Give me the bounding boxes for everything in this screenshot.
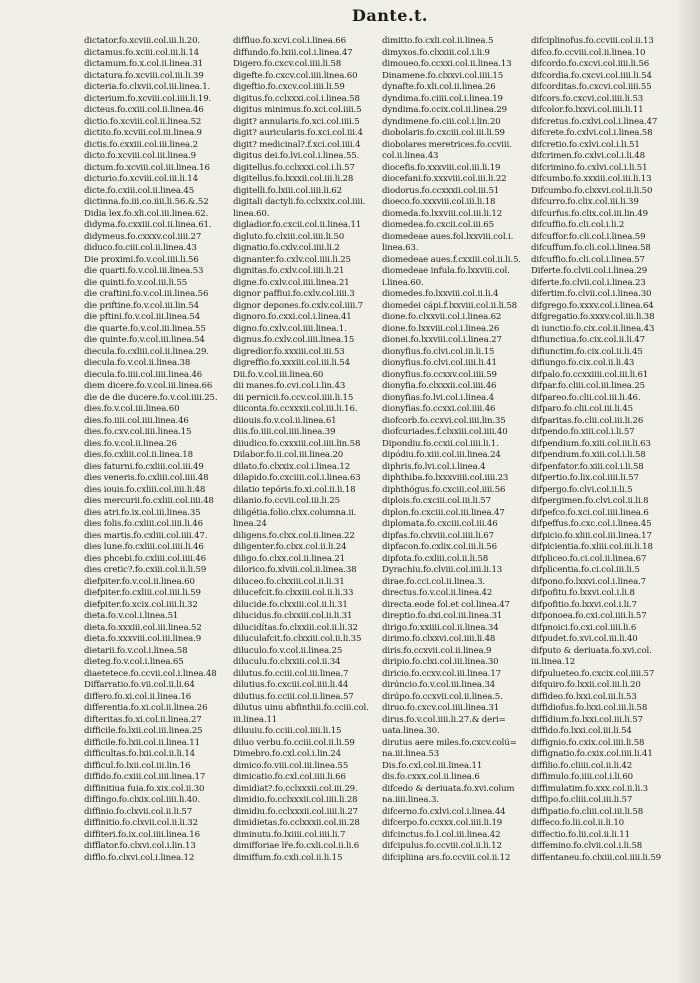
index-entry: didyma.fo.cxxiii.col.ii.linea.61. (84, 220, 212, 230)
index-entry: dies folis.fo.cxliii.col.iiii.li.46 (84, 519, 203, 529)
index-entry: difpertio.fo.lix.col.iiii.li.57 (531, 473, 639, 483)
index-entry: difcors.fo.cxcvi.col.iiii.li.53 (531, 93, 644, 104)
index-entry: dirus.fo.v.col.iiii.li.27.& deri= (382, 714, 506, 725)
index-entry: diobolaris.fo.cxciii.col.iii.li.59 (382, 128, 505, 138)
index-entry: diduco.fo.ciii.col.ii.linea.43 (84, 243, 197, 253)
index-entry: digitus dei.fo.lvi.col.i.linea.55. (233, 151, 360, 161)
index-entry: difpofitu.fo.lxxvi.col.i.li.8 (531, 588, 635, 598)
index-entry: iii.linea.11 (233, 714, 278, 725)
index-entry: dilato.fo.clxxix.col.i.linea.12 (233, 461, 351, 472)
index-entry: diffideo.fo.lxxi.col.iii.li.53 (531, 691, 637, 702)
index-entry: difputo & deriuata.fo.xvi.col. (531, 645, 652, 656)
index-entry: dimico.fo.viii.col.iii.linea.55 (233, 760, 349, 771)
index-entry: diecula.fo.v.col.ii.linea.38 (84, 358, 191, 368)
index-entry: difertim.fo.clvii.col.i.linea.30 (531, 289, 652, 299)
index-entry: dimyxos.fo.clxxiii.col.i.li.9 (382, 47, 490, 58)
index-entry: dirae.fo.cci.col.ii.linea.3. (382, 576, 486, 587)
index-entry: dicterium.fo.xcviii.col.iiii.li.19. (84, 93, 212, 104)
index-entry: difcuffio.fo.cli.col.i.li.2 (531, 220, 625, 230)
index-entry: difflator.fo.clxvi.col.i.lin.13 (84, 841, 196, 851)
index-entry: difteritas.fo.xi.col.ii.linea.27 (84, 714, 202, 725)
index-entry: dilanio.fo.ccvii.col.iii.li.25 (233, 496, 340, 506)
index-entry: diffipatio.fo.cliii.col.iii.li.58 (531, 806, 644, 817)
index-entry: difcinctus.fo.l.col.iii.linea.42 (382, 829, 501, 840)
index-entry: diomedes.fo.lxxviii.col.ii.li.4 (382, 289, 499, 299)
index-entry: dictis.fo.cxxiii.col.iii.linea.2 (84, 139, 198, 150)
index-entry: diplomata.fo.cxciii.col.iii.46 (382, 519, 498, 529)
index-columns (84, 36, 680, 976)
index-entry: dilorico.fo.xlviii.col.ii.linea.38 (233, 565, 357, 575)
index-entry: difiungo.fo.cix.col.ii.li.43 (531, 358, 635, 368)
index-entry: dionyfius.fo.clvi.col.iiii.li.41 (382, 358, 497, 368)
index-entry: dignitas.fo.cxlv.col.iiii.li.21 (233, 266, 345, 276)
index-entry: diodorus.fo.ccxxxii.col.iii.51 (382, 185, 500, 196)
index-entry: die quarti.fo.v.col.iii.linea.53 (84, 266, 204, 276)
index-entry: diiudico.fo.cxxxiii.col.iiii.lin.58 (233, 438, 361, 449)
index-entry: diomedeae aues.f.cxxiii.col.ii.li.5. (382, 254, 521, 265)
index-entry: dies veneris.fo.cxliii.col.iiii.48 (84, 473, 209, 483)
index-entry: dimiffum.fo.cxli.col.ii.li.15 (233, 852, 343, 863)
index-entry: Die proximi.fo.v.col.iiii.li.56 (84, 254, 199, 265)
index-entry: difcumbo.fo.xxxiii.col.iii.li.13 (531, 174, 652, 184)
index-entry: dieta.fo.xxxiii.col.iii.linea.52 (84, 622, 202, 633)
index-entry: Dilabor.fo.ii.col.iii.linea.20 (233, 450, 344, 460)
index-column-3 (382, 36, 531, 976)
index-entry: dii pernicii.fo.ccv.col.iiii.li.15 (233, 392, 354, 403)
index-entry: diofcorb.fo.ccxvi.col.iiii.lin.35 (382, 415, 506, 426)
index-entry: difiunctim.fo.cix.col.ii.li.45 (531, 346, 643, 357)
index-entry: die quinte.fo.v.col.iii.linea.54 (84, 335, 205, 345)
index-entry: dignor paffiui.fo.cxlv.col.iiii.3 (233, 289, 355, 299)
index-entry: dies.fo.cxliii.col.ii.linea.18 (84, 450, 193, 460)
index-entry: dimoueo.fo.ccxxi.col.ii.linea.13 (382, 59, 512, 69)
index-entry: direptio.fo.dxi.col.iii.linea.31 (382, 611, 503, 621)
index-entry: dietarii.fo.v.col.i.linea.58 (84, 645, 188, 656)
index-entry: na.iiii.linea.3. (382, 795, 439, 805)
index-entry: Dipondiu.fo.ccxii.col.iiii.li.1. (382, 438, 499, 449)
index-entry: Digero.fo.cxcv.col.iiii.li.58 (233, 59, 342, 69)
index-entry: difficultas.fo.lxii.col.ii.li.14 (84, 749, 195, 759)
index-entry: dionyfia.fo.clxxxii.col.iiii.46 (382, 381, 497, 391)
index-entry: diomeda.fo.lxxviii.col.iii.li.12 (382, 208, 503, 219)
index-entry: na.iii.linea.53 (382, 749, 440, 759)
index-entry: diffiteri.fo.ix.col.iiii.linea.16 (84, 829, 200, 840)
index-entry: difcuffor.fo.cli.col.i.linea.59 (531, 231, 646, 242)
index-entry: dicteus.fo.cxiii.col.ii.linea.46 (84, 105, 204, 115)
index-entry: diffilio.fo.cliiii.col.ii.li.42 (531, 760, 633, 771)
index-entry: iii.linea.12 (531, 657, 576, 667)
index-entry: dipfacon.fo.cxlix.col.iii.li.56 (382, 542, 497, 552)
index-entry: diphris.fo.lvi.col.i.linea.4 (382, 461, 486, 472)
index-entry: didymeus.fo.cxxxv.col.iiii.27 (84, 231, 202, 242)
index-entry: dilapido.fo.cxciiii.col.i.linea.63 (233, 473, 361, 483)
index-entry: dignus.fo.cxlv.col.iiii.linea.15 (233, 335, 355, 345)
index-entry: difcolor.fo.lxxvi.col.iiii.li.11 (531, 105, 644, 115)
index-entry: Dii.fo.v.col.iii.linea.60 (233, 369, 324, 380)
index-entry: dictito.fo.xcviii.col.iii.linea.9 (84, 128, 202, 138)
index-entry: dirutus aere miles.fo.cxcv.colú= (382, 737, 517, 748)
page-header (0, 6, 700, 28)
index-entry: diffingo.fo.clxix.col.iiii.li.40. (84, 795, 200, 805)
index-entry: dilucidítas.fo.clxxiii.col.ii.li.32 (233, 622, 358, 633)
index-entry: diffimulatim.fo.xxx.col.ii.li.3 (531, 783, 648, 794)
index-entry: dione.fo.clxxvii.col.i.linea.62 (382, 312, 502, 322)
index-entry: diffluo.fo.xcvi.col.i.linea.66 (233, 36, 346, 46)
index-entry: diffinitio.fo.clxvii.col.ii.li.32 (84, 818, 198, 828)
index-entry: dicto.fo.xcviii.col.iii.linea.9 (84, 151, 196, 161)
index-entry: difpergimen.fo.clvi.col.ii.li.8 (531, 496, 649, 506)
index-entry: diligenter.fo.clxx.col.ii.li.24 (233, 542, 347, 552)
index-entry: dionyfius.fo.ccxxv.col.iiii.59 (382, 369, 497, 380)
index-entry: difcretus.fo.cxlvi.col.i.linea.47 (531, 116, 658, 127)
index-entry: dionyfias.fo.lvi.col.i.linea.4 (382, 392, 494, 403)
index-entry: dyndimene.fo.ciii.col.i.lin.20 (382, 116, 501, 127)
index-entry: Dyrachiu.fo.clviii.col.iiii.li.13 (382, 565, 503, 575)
index-entry: difcrete.fo.cxlvi.col.i.linea.58 (531, 128, 653, 138)
index-entry: diefpiter.fo.xcix.col.iiii.li.32 (84, 599, 198, 610)
index-entry: diphthiba.fo.lxxxviiii.col.iiii.23 (382, 473, 509, 483)
index-entry: dimidio.fo.cclxxxii.col.iiii.li.28 (233, 795, 358, 805)
index-entry: diluculafcit.fo.clxxiii.col.ii.li.35 (233, 634, 362, 644)
index-entry: diem dicere.fo.v.col.iii.linea.66 (84, 381, 213, 391)
index-entry: dyndima.fo.ccix.col.ii.linea.29 (382, 105, 507, 115)
index-entry: difficile.fo.lxii.col.ii.linea.11 (84, 737, 200, 748)
index-entry: Diferte.fo.clvii.col.i.linea.29 (531, 266, 648, 276)
index-entry: difcorditas.fo.cxcvi.col.iiii.55 (531, 82, 652, 92)
index-entry: dictio.fo.xcviii.col.ii.linea.52 (84, 116, 202, 127)
index-entry: difcretio.fo.cxlvi.col.i.li.51 (531, 139, 640, 150)
index-entry: difpicio.fo.xliii.col.iii.linea.17 (531, 530, 652, 541)
index-entry: difcedo & deriuata.fo.xvi.colum (382, 783, 515, 794)
index-entry: difplicentia.fo.ci.col.iii.li.5 (531, 565, 640, 575)
index-entry: dynafte.fo.xli.col.ii.linea.26 (382, 82, 496, 92)
index-entry: dies.fo.iiii.col.iiii.linea.46 (84, 415, 189, 426)
index-entry: diffido.fo.cxiii.col.iiii.linea.17 (84, 772, 206, 782)
index-entry: difparo.fo.clii.col.iii.li.45 (531, 404, 633, 414)
index-entry: diris.fo.ccxvii.col.ii.linea.9 (382, 645, 492, 656)
index-entry: dimidiat?.fo.cclxxxii.col.iii.29. (233, 783, 358, 794)
index-entry: diminutu.fo.lxiiii.col.iiii.li.7 (233, 829, 346, 840)
index-entry: digitellus.fo.cclxxxi.col.i.li.57 (233, 162, 355, 173)
index-entry: diocefis.fo.xxxviii.col.iii.li.19 (382, 162, 501, 173)
index-entry: col.ii.linea.43 (382, 151, 439, 161)
index-entry: dilutius.fo.cxciii.col.iiii.li.44 (233, 680, 349, 690)
index-entry: diomedei cápi.f.lxxviii.col.ii.li.58 (382, 300, 517, 311)
index-entry: diiouis.fo.v.col.ii.linea.61 (233, 415, 337, 426)
index-entry: dimidietas.fo.cclxxxii.col.iii.28 (233, 818, 360, 828)
index-entry: difpicientia.fo.xliii.col.iii.li.18 (531, 542, 653, 552)
index-entry: diefpiter.fo.v.col.ii.linea.60 (84, 576, 195, 587)
index-entry: dies lune.fo.cxliii.col.iiii.li.46 (84, 542, 204, 552)
index-entry: diricio.fo.ccxv.col.iii.linea.17 (382, 668, 501, 679)
index-entry: dictamus.fo.xciii.col.iii.li.14 (84, 47, 199, 58)
index-entry: dyndima.fo.ciiii.col.i.linea.19 (382, 93, 503, 104)
index-entry: digit? annularis.fo.xci.col.iiii.5 (233, 116, 360, 127)
index-entry: dignatio.fo.cxlv.col.iiii.li.2 (233, 243, 340, 253)
index-entry: dignoro.fo.cxxi.col.i.linea.41 (233, 312, 352, 322)
index-entry: linea.63. (382, 243, 419, 253)
index-entry: difpalo.fo.ccxxiiii.col.iii.li.61 (531, 369, 649, 380)
index-entry: dimicatio.fo.cxl.col.iiii.li.66 (233, 772, 346, 782)
index-entry: diffidium.fo.lxxi.col.iii.li.57 (531, 714, 643, 725)
index-entry: diluculo.fo.v.col.ii.linea.25 (233, 645, 343, 656)
index-entry: digredior.fo.xxxiii.col.iii.53 (233, 346, 345, 357)
index-entry: dipódiu.fo.xiii.col.iii.linea.24 (382, 450, 501, 460)
index-entry: dies.fo.v.col.iii.linea.60 (84, 404, 180, 414)
index-entry: dignanter.fo.cxlv.col.iiii.li.25 (233, 254, 351, 265)
index-entry: diffinio.fo.clxvii.col.ii.li.57 (84, 806, 193, 817)
index-entry: difcrimen.fo.cxlvi.col.i.li.48 (531, 151, 645, 161)
index-entry: differo.fo.xi.col.ii.linea.16 (84, 691, 192, 702)
index-entry: difpendium.fo.xiii.col.i.li.58 (531, 450, 646, 460)
index-entry: diluuiu.fo.cciii.col.iiii.li.15 (233, 726, 342, 736)
index-entry: difpenfator.fo.xiii.col.i.li.58 (531, 461, 644, 472)
index-entry: digne.fo.cxlv.col.iiii.linea.21 (233, 277, 350, 288)
index-entry: die de die ducere.fo.v.col.iiii.25. (84, 392, 218, 403)
index-entry: Diffarratio.fo.vii.col.ii.li.64 (84, 680, 195, 690)
index-entry: difpeffus.fo.cxc.col.i.linea.45 (531, 519, 652, 529)
index-entry: dilutus uinu abfinthii.fo.cciii.col. (233, 703, 369, 713)
index-entry: dionyfias.fo.ccxxi.col.iiii.46 (382, 404, 496, 414)
index-column-1 (84, 36, 233, 976)
index-entry: diffido.fo.lxxi.col.iii.li.54 (531, 726, 632, 736)
index-entry: dies cretic?.fo.cxiii.col.ii.li.59 (84, 565, 207, 575)
index-entry: i.linea.60. (382, 277, 424, 288)
index-entry: diefpiter.fo.cxliii.col.iiii.li.59 (84, 588, 201, 598)
index-column-2 (233, 36, 382, 976)
index-entry: diffignatio.fo.cxix.col.iiii.li.41 (531, 749, 653, 759)
index-entry: diferte.fo.clvii.col.i.linea.23 (531, 277, 646, 288)
index-entry: dieta.fo.v.col.i.linea.51 (84, 611, 179, 621)
index-entry: difpono.fo.lxxvi.col.i.linea.7 (531, 576, 646, 587)
index-entry: diligo.fo.clxx.col.ii.linea.21 (233, 553, 346, 564)
index-entry: dicturio.fo.xcviii.col.iii.li.14 (84, 174, 198, 184)
index-entry: diplois.fo.cxciii.col.iii.li.57 (382, 496, 491, 506)
index-entry: digitus minimus.fo.xci.col.iiii.5 (233, 105, 362, 115)
index-entry: diomedeae aues.fol.lxxviii.col.i. (382, 231, 514, 242)
index-entry: diluculu.fo.clxxiii.col.ii.34 (233, 657, 341, 667)
index-entry: digefte.fo.cxcv.col.iiii.linea.60 (233, 70, 358, 81)
index-entry: dirúpo.fo.ccxvii.col.ii.linea.5. (382, 691, 503, 702)
index-entry: dilucidus.fo.clxxiii.col.ii.li.31 (233, 611, 353, 621)
index-entry: dies iouis.fo.cxliii.col.iiii.li.48 (84, 484, 206, 495)
index-entry: dioeco.fo.xxxviii.col.iii.li.18 (382, 197, 496, 207)
index-entry: diluo verbu.fo.cciii.col.ii.li.59 (233, 737, 355, 748)
index-entry: difcuffum.fo.cli.col.i.linea.58 (531, 243, 651, 253)
index-entry: difgregatio.fo.xxxv.col.iii.li.38 (531, 312, 655, 322)
index-entry: diiconta.fo.ccxxxii.col.iii.li.16. (233, 404, 358, 414)
index-entry: dionei.fo.lxxviii.col.i.linea.27 (382, 335, 502, 345)
index-entry: dictum.fo.xcviii.col.iii.linea.16 (84, 162, 210, 173)
index-entry: digit? auricularis.fo.xci.col.iii.4 (233, 128, 363, 138)
index-entry: dieteg.fo.v.col.i.linea.65 (84, 657, 184, 667)
index-entry: difiunctiua.fo.cix.col.ii.li.47 (531, 335, 645, 345)
index-entry: difgrego.fo.xxxv.col.i.linea.64 (531, 300, 654, 311)
index-entry: difcurfus.fo.clix.col.iii.lin.49 (531, 208, 648, 219)
index-entry: diis.fo.iiii.col.iiii.linea.39 (233, 427, 336, 437)
index-entry: difcipliina ars.fo.ccviii.col.ii.12 (382, 852, 511, 863)
index-entry: diocefani.fo.xxxviii.col.iii.li.22 (382, 174, 507, 184)
index-entry: difpergo.fo.clvi.col.ii.li.5 (531, 484, 633, 495)
index-entry: dieta.fo.xxxviii.col.iii.linea.9 (84, 634, 202, 644)
index-entry: dilucide.fo.clxxiii.col.ii.li.31 (233, 599, 348, 610)
index-entry: diffundo.fo.lxiii.col.i.linea.47 (233, 47, 353, 58)
index-entry: diffentaneu.fo.clxiii.col.iiii.li.59 (531, 852, 661, 863)
index-entry: diecula.fo.cxliii.col.ii.linea.29. (84, 346, 209, 357)
index-entry: diplon.fo.cxciii.col.iii.linea.47 (382, 507, 505, 518)
index-entry: digitellus.fo.lxxxii.col.iii.li.28 (233, 174, 354, 184)
index-entry: difpnoici.fo.cxi.col.iiii.li.6 (531, 622, 637, 633)
index-entry: diofcuriades.f.clxxiii.col.iiii.40 (382, 427, 508, 437)
index-entry: diffectio.fo.lii.col.ii.li.11 (531, 829, 630, 840)
index-entry: digitali dactyli.fo.cclxxix.col.iiii. (233, 197, 366, 207)
index-entry: difpendium.fo.xiii.col.iii.li.63 (531, 438, 651, 449)
index-entry: Dis.fo.cxl.col.iii.linea.11 (382, 760, 483, 771)
index-entry: difcordia.fo.cxcvi.col.iiii.li.54 (531, 70, 652, 81)
index-entry: diecula.fo.iiii.col.iiii.linea.46 (84, 369, 203, 380)
index-entry: dionyfius.fo.clvi.col.iii.li.15 (382, 346, 495, 357)
index-entry: difcordo.fo.cxcvi.col.iiii.li.56 (531, 59, 650, 69)
index-entry: diphthógus.fo.cxciii.col.iiii.56 (382, 484, 506, 495)
index-entry: diomedea.fo.cxcii.col.iii.65 (382, 220, 494, 230)
index-entry: difco.fo.ccviii.col.ii.linea.10 (531, 47, 646, 58)
index-entry: diffignio.fo.cxix.col.iiii.li.58 (531, 737, 645, 748)
index-entry: difflo.fo.clxvi.col.i.linea.12 (84, 852, 195, 863)
index-entry: dione.fo.lxxviii.col.i.linea.26 (382, 323, 500, 334)
index-entry: difpudet.fo.xvi.col.iii.li.40 (531, 634, 638, 644)
index-entry: linea.24 (233, 519, 267, 529)
index-entry: dirigo.fo.xxiiii.col.ii.linea.34 (382, 622, 499, 633)
index-entry: diffidiofus.fo.lxxi.col.iii.li.58 (531, 703, 648, 713)
index-entry: directus.fo.v.col.ii.linea.42 (382, 588, 493, 598)
index-entry: difcerpo.fo.ccxxx.col.iiii.li.19 (382, 818, 503, 828)
index-entry: diffinitiua fuia.fo.xix.col.ii.30 (84, 783, 205, 794)
index-entry: dirúncio.fo.v.col.iii.linea.34 (382, 680, 496, 690)
index-entry: diffemino.fo.clvii.col.i.li.58 (531, 841, 643, 851)
index-entry: digladior.fo.cxcii.col.ii.linea.11 (233, 220, 362, 230)
index-entry: digit? medicinal?.f.xci.col.iiii.4 (233, 139, 361, 150)
index-entry: die craftini.fo.v.col.iii.linea.56 (84, 289, 209, 299)
index-entry: dimitto.fo.cxli.col.ii.linea.5 (382, 36, 494, 46)
index-entry: die quarte.fo.v.col.iii.linea.55 (84, 323, 206, 334)
index-entry: dilutius.fo.cciii.col.ii.linea.57 (233, 691, 354, 702)
index-entry: difficile.fo.lxii.col.iii.linea.25 (84, 726, 203, 736)
index-entry: dicte.fo.cxiii.col.ii.linea.45 (84, 185, 195, 196)
index-entry: dictamum.fo.x.col.ii.linea.31 (84, 59, 203, 69)
index-entry: dilatio tepóris.fo.xi.col.ii.li.18 (233, 484, 356, 495)
index-entry: dis.fo.cxxx.col.ii.linea.6 (382, 772, 480, 782)
index-entry: dies mercurii.fo.cxliii.col.iiii.48 (84, 496, 214, 506)
index-entry: diaetetece.fo.ccvii.col.i.linea.48 (84, 668, 217, 679)
index-entry: Difcumbo.fo.clxxvi.col.ii.li.50 (531, 185, 653, 196)
index-entry: difpendo.fo.xiii.col.i.li.57 (531, 427, 635, 437)
index-entry: dii manes.fo.cvi.col.i.lin.43 (233, 381, 346, 391)
index-entry: difpefco.fo.xci.col.iiii.linea.6 (531, 507, 649, 518)
index-entry: dictinna.fo.iii.co.iiii.li.56.&.52 (84, 197, 209, 207)
index-entry: difquiro.fo.lxxii.col.iii.li.20 (531, 680, 641, 690)
index-entry: dirimo.fo.clxxvi.col.iiii.li.48 (382, 634, 496, 644)
index-entry: Dimebro.fo.cxl.col.i.lin.24 (233, 749, 341, 759)
index-entry: dies faturni.fo.cxliii.col.iii.49 (84, 461, 204, 472)
index-entry: dies phcebi.fo.cxliii.col.iiii.46 (84, 553, 206, 564)
index-entry: die quinti.fo.v.col.iii.li.55 (84, 277, 188, 288)
index-entry: digreffio.fo.xxxiii.col.iii.li.54 (233, 358, 350, 368)
index-entry: diruo.fo.cxcv.col.iiii.linea.31 (382, 703, 500, 713)
index-entry: directa.eode fol.et col.linea.47 (382, 599, 510, 610)
index-entry: difficul.fo.lxii.col.iii.lin.16 (84, 760, 191, 771)
index-entry: di iunctio.fo.cix.col.ii.linea.43 (531, 323, 655, 334)
index-entry: digno.fo.cxlv.col.iiii.linea.1. (233, 323, 347, 334)
index-entry: linea.60. (233, 208, 270, 219)
running-title: Dante.t. (352, 6, 428, 25)
index-entry: diligens.fo.clxx.col.ii.linea.22 (233, 530, 355, 541)
index-entry: dipfas.fo.clxviii.col.iiii.li.67 (382, 530, 494, 541)
index-entry: die pftini.fo.v.col.iii.linea.54 (84, 312, 201, 322)
index-entry: diffeco.fo.lii.col.ii.li.10 (531, 818, 624, 828)
index-entry: dilucefcit.fo.clxxiii.col.ii.li.33 (233, 588, 354, 598)
index-entry: dipfota.fo.cxliii.col.ii.li.58 (382, 553, 489, 564)
index-entry: difcurro.fo.clix.col.iii.li.39 (531, 197, 639, 207)
index-entry: diomedeae infula.fo.lxxviii.col. (382, 266, 510, 276)
index-entry: dicteria.fo.clxvii.col.iii.linea.1. (84, 82, 211, 92)
index-entry: dignor depones.fo.cxlv.col.iiii.7 (233, 300, 363, 311)
index-entry: difciplinofus.fo.ccviii.col.ii.13 (531, 36, 654, 46)
index-entry: dies martis.fo.cxliii.col.iiii.47. (84, 530, 208, 541)
index-entry: difcrimino.fo.cxlvi.col.i.li.51 (531, 162, 648, 173)
index-column-4 (531, 36, 680, 976)
index-entry: diffipo.fo.cliii.col.iii.li.57 (531, 795, 633, 805)
index-entry: dictator.fo.xcviii.col.iii.li.20. (84, 36, 200, 46)
index-entry: diripio.fo.clxi.col.iii.linea.30 (382, 657, 499, 667)
index-entry: dilutus.fo.cciii.col.iii.linea.7 (233, 668, 349, 679)
index-entry: difpofitio.fo.lxxvi.col.i.li.7 (531, 599, 637, 610)
index-entry: difponoea.fo.cxi.col.iiii.li.57 (531, 611, 647, 621)
index-entry: difcipulus.fo.ccviii.col.ii.li.12 (382, 841, 502, 851)
index-entry: dimidiu.fo.cclxxxii.col.iiii.li.27 (233, 806, 358, 817)
index-entry: difpar.fo.cliii.col.iii.linea.25 (531, 381, 645, 391)
index-entry: Didia lex.fo.xli.col.iii.linea.62. (84, 208, 209, 219)
index-entry: digitus.fo.cclxxxi.col.i.linea.58 (233, 93, 360, 104)
index-entry: digluto.fo.clxiii.col.iiii.li.50 (233, 231, 345, 242)
index-entry: dies atri.fo.ix.col.iii.linea.35 (84, 507, 201, 518)
index-entry: dies.fo.v.col.ii.linea.26 (84, 438, 177, 449)
index-entry: uata.linea.30. (382, 726, 440, 736)
index-entry: differentia.fo.xi.col.ii.linea.26 (84, 703, 208, 713)
index-entry: Dinamene.fo.clxxvi.col.iiii.15 (382, 70, 504, 81)
index-entry: digitelli.fo.lxiii.col.iiii.li.62 (233, 185, 342, 196)
index-entry: difpliceo.fo.ci.col.ii.linea.67 (531, 553, 647, 564)
index-entry: diluceo.fo.clxxiii.col.ii.li.31 (233, 576, 345, 587)
index-entry: die priftine.fo.v.col.iii.lin.54 (84, 300, 200, 311)
index-entry: diligétia.folio.clxx.columna.ii. (233, 507, 357, 518)
index-entry: diffimulo.fo.iiii.col.i.li.60 (531, 772, 633, 782)
index-entry: difpulueteo.fo.cxcix.col.iiii.57 (531, 668, 655, 679)
index-entry: dies.fo.cxv.col.iiii.linea.15 (84, 427, 192, 437)
index-entry: diobolares meretrices.fo.ccviii. (382, 139, 512, 150)
index-entry: digeftio.fo.cxcv.col.iiii.li.59 (233, 82, 345, 92)
index-entry: difparitas.fo.clii.col.iii.li.26 (531, 415, 644, 426)
index-entry: difpareo.fo.clii.col.iii.li.46. (531, 392, 641, 403)
index-entry: dictatura.fo.xcviii.col.iii.li.39 (84, 70, 204, 81)
index-entry: dimifforiae lře.fo.cxli.col.ii.li.6 (233, 841, 360, 851)
index-entry: difcerno.fo.cxlvi.col.i.linea.44 (382, 806, 506, 817)
index-entry: difcuffio.fo.cli.col.i.linea.57 (531, 254, 645, 265)
